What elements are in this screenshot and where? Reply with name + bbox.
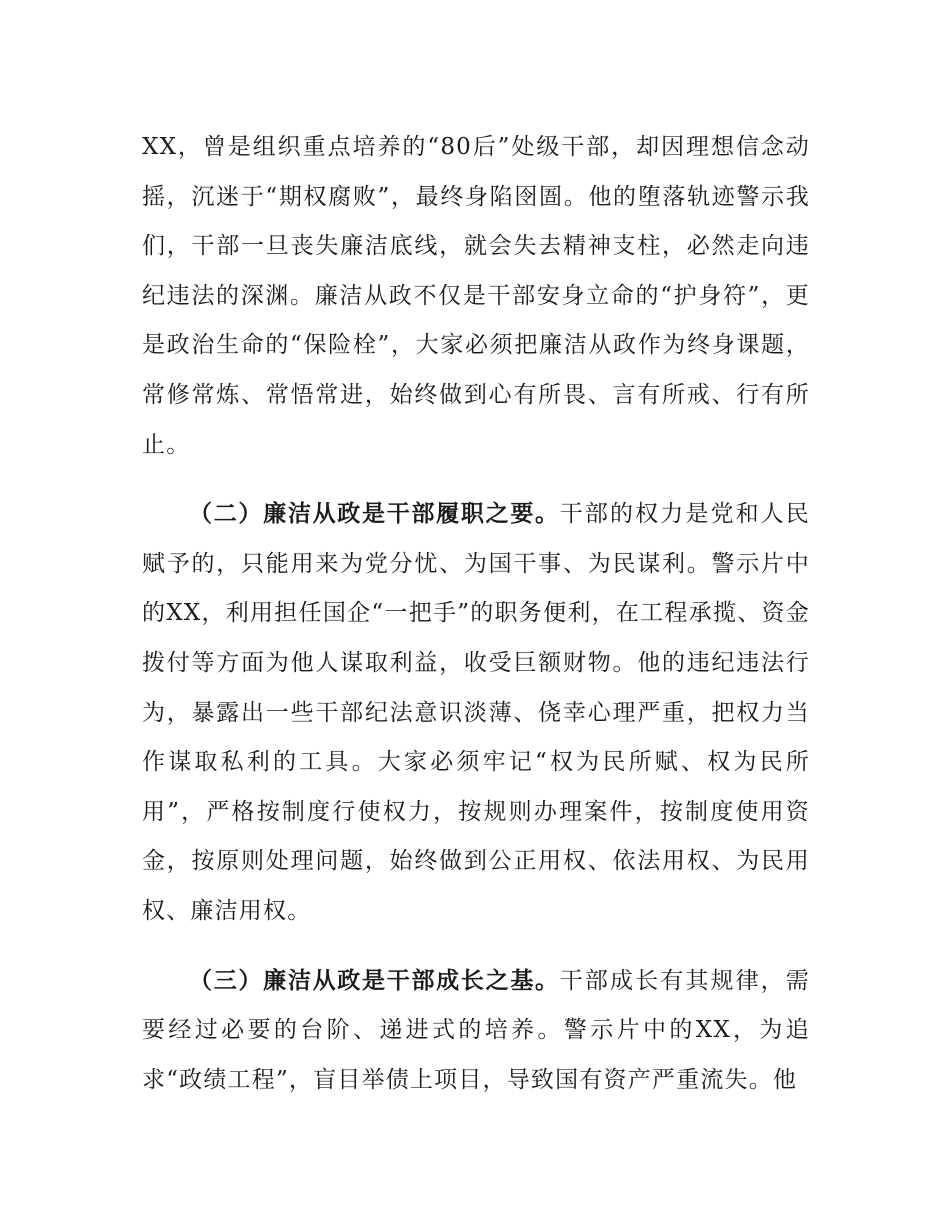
paragraph-3 <box>142 957 810 1106</box>
paragraph-1 <box>142 123 810 470</box>
section-heading-2: （二）廉洁从政是干部履职之要。 <box>189 501 560 528</box>
document-body <box>142 123 810 1125</box>
paragraph-3-text: 干部成长有其规律，需要经过必要的台阶、递进式的培养。警示片中的XX，为追求“政绩工程”，盲目举债上项目，导致国有资产严重流失。他 <box>142 967 811 1093</box>
paragraph-1-text: XX，曾是组织重点培养的“80后”处级干部，却因理想信念动摇，沉迷于“期权腐败”，最终身陷囹圄。他的堕落轨迹警示我们，干部一旦丧失廉洁底线，就会失去精神支柱，必然走向违纪违法的深渊。廉洁从政不仅是干部安身立命的“护身符”，更是政治生命的“保险栓”，大家必须把廉洁从政作为终身课题，常修常炼、常悟常进，始终做到心有所畏、言有所戒、行有所止。 <box>142 134 810 458</box>
paragraph-2 <box>142 490 810 936</box>
paragraph-2-text: 干部的权力是党和人民赋予的，只能用来为党分忧、为国干事、为民谋利。警示片中的XX，利用担任国企“一把手”的职务便利，在工程承揽、资金拨付等方面为他人谋取利益，收受巨额财物。他的违纪违法行为，暴露出一些干部纪法意识淡薄、侥幸心理严重，把权力当作谋取私利的工具。大家必须牢记“权为民所赋、权为民所用”，严格按制度行使权力，按规则办理案件，按制度使用资金，按原则处理问题，始终做到公正用权、依法用权、为民用权、廉洁用权。 <box>142 501 811 924</box>
section-heading-3: （三）廉洁从政是干部成长之基。 <box>189 967 560 994</box>
